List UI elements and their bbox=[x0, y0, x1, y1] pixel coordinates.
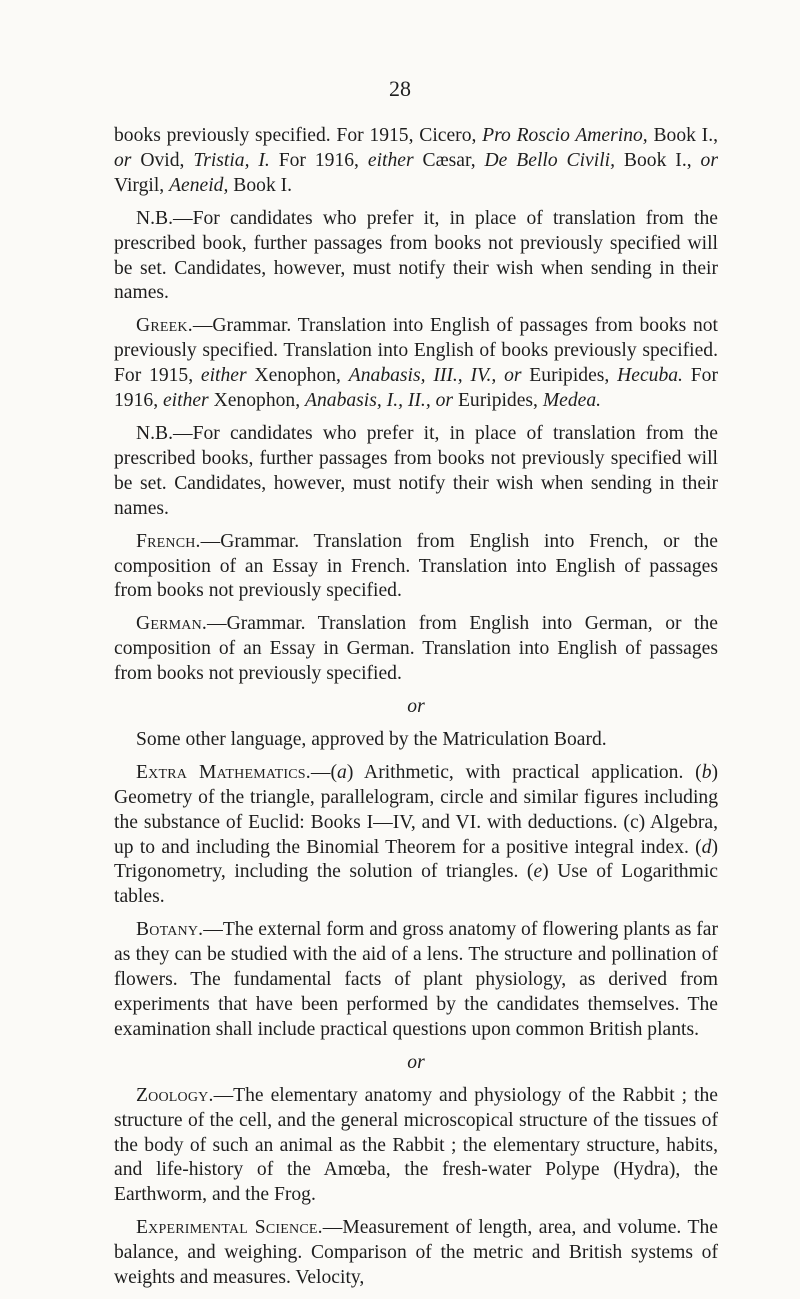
experimental-science-heading: Experimental Science. bbox=[136, 1217, 323, 1239]
latin-text: books previously specified. For 1915, Cicero, bbox=[114, 125, 483, 146]
latin-text: Ovid, bbox=[131, 149, 194, 171]
math-item-letter: e bbox=[533, 861, 543, 883]
math-item-letter: a bbox=[337, 761, 347, 783]
botany-text: —The external form and gross anatomy of flowering plants as far as they can be studied with the aid of a lens. The structure and pollination of flowers. The fundamental facts of plant physiology, as derived from experiments that have been performed by the candidates themselves. The examination shall include practical questions upon common British plants. bbox=[114, 919, 718, 1040]
math-text: —( bbox=[310, 761, 338, 783]
latin-title: Pro Roscio Amerino, bbox=[482, 125, 648, 146]
latin-nb-paragraph: N.B.—For candidates who prefer it, in place of translation from the prescribed book, further passages from books not previously specified will be set. Candidates, however, must notify their wish when sending in their names. bbox=[114, 207, 718, 304]
or-separator: or bbox=[407, 1051, 425, 1073]
latin-text: Cæsar, bbox=[413, 149, 485, 171]
latin-title: De Bello Civili, bbox=[484, 149, 615, 171]
latin-text: Book I. bbox=[228, 174, 293, 196]
greek-title: Hecuba. bbox=[617, 365, 683, 387]
math-text: ) Arithmetic, with practical application. ( bbox=[346, 761, 702, 783]
latin-title: Tristia, I. bbox=[193, 149, 270, 171]
latin-text: For 1916, bbox=[269, 149, 368, 171]
zoology-heading: Zoology. bbox=[136, 1084, 214, 1106]
greek-text: Euripides, bbox=[521, 365, 618, 387]
latin-text: Virgil, bbox=[114, 174, 170, 196]
latin-title: Aeneid, bbox=[169, 174, 229, 196]
latin-conjunction: or bbox=[114, 149, 132, 171]
extra-mathematics-paragraph bbox=[114, 761, 718, 910]
zoology-paragraph bbox=[114, 1084, 718, 1209]
latin-text: Book I., bbox=[647, 125, 719, 146]
math-text: ) Use of Logarithmic tables. bbox=[114, 861, 718, 908]
other-language-paragraph: Some other language, approved by the Matriculation Board. bbox=[136, 728, 607, 750]
botany-paragraph bbox=[114, 918, 718, 1043]
german-text: —Grammar. Translation from English into German, or the composition of an Essay in German. Translation into English of passages from books not previously specified. bbox=[114, 613, 718, 685]
zoology-text: —The elementary anatomy and physiology of the Rabbit ; the structure of the cell, and the general microscopical structure of the tissues of the body of such an animal as the Rabbit ; the elementary structure, habits, and life-history of the Amœba, the fresh-water Polype (Hydra), the Earthworm, and the Frog. bbox=[114, 1084, 718, 1206]
botany-heading: Botany. bbox=[136, 919, 204, 941]
extra-mathematics-heading: Extra Mathematics. bbox=[136, 761, 311, 783]
greek-conjunction: either bbox=[200, 365, 247, 387]
body-text bbox=[114, 124, 718, 1299]
math-text: ) Geometry of the triangle, parallelogram, circle and similar figures including the substance of Euclid: Books I—IV, and VI. with deductions. (c) Algebra, up to and including the Binomial Theorem for a positive integral index. ( bbox=[114, 761, 719, 858]
greek-title: Anabasis, III., IV., or bbox=[348, 365, 522, 387]
greek-text: Xenophon, bbox=[246, 365, 349, 387]
latin-conjunction: or bbox=[700, 149, 718, 171]
greek-title: Anabasis, I., II., or bbox=[305, 390, 454, 412]
greek-text: Xenophon, bbox=[208, 390, 306, 412]
french-heading: French. bbox=[136, 530, 201, 552]
german-heading: German. bbox=[136, 613, 208, 635]
greek-text: For 1916, bbox=[114, 365, 718, 412]
latin-paragraph bbox=[114, 124, 718, 199]
greek-text: Euripides, bbox=[453, 390, 543, 412]
greek-heading: Greek. bbox=[136, 315, 193, 337]
latin-text: Book I., bbox=[615, 149, 701, 171]
greek-nb-paragraph: N.B.—For candidates who prefer it, in place of translation from the prescribed books, further passages from books not previously specified will be set. Candidates, however, must notify their wish when sending in their names. bbox=[114, 422, 718, 519]
experimental-science-text: —Measurement of length, area, and volume. The balance, and weighing. Comparison of the metric and British systems of weights and measures. Velocity, bbox=[114, 1217, 718, 1289]
page-number: 28 bbox=[389, 76, 411, 101]
math-text: ) Trigonometry, including the solution of triangles. ( bbox=[114, 836, 718, 883]
math-item-letter: d bbox=[701, 836, 712, 858]
greek-text: —Grammar. Translation into English of passages from books not previously specified. Translation into English of books previously specified. For 1915, bbox=[114, 315, 718, 387]
greek-title: Medea. bbox=[542, 390, 602, 412]
french-paragraph bbox=[114, 530, 718, 605]
german-paragraph bbox=[114, 612, 718, 687]
experimental-science-paragraph bbox=[114, 1216, 718, 1291]
or-separator: or bbox=[407, 696, 425, 718]
french-text: —Grammar. Translation from English into French, or the composition of an Essay in French. Translation into English of passages from books not previously specified. bbox=[114, 530, 718, 602]
math-item-letter: b bbox=[701, 761, 712, 783]
greek-conjunction: either bbox=[162, 390, 209, 412]
greek-paragraph bbox=[114, 314, 718, 414]
latin-conjunction: either bbox=[367, 149, 414, 171]
